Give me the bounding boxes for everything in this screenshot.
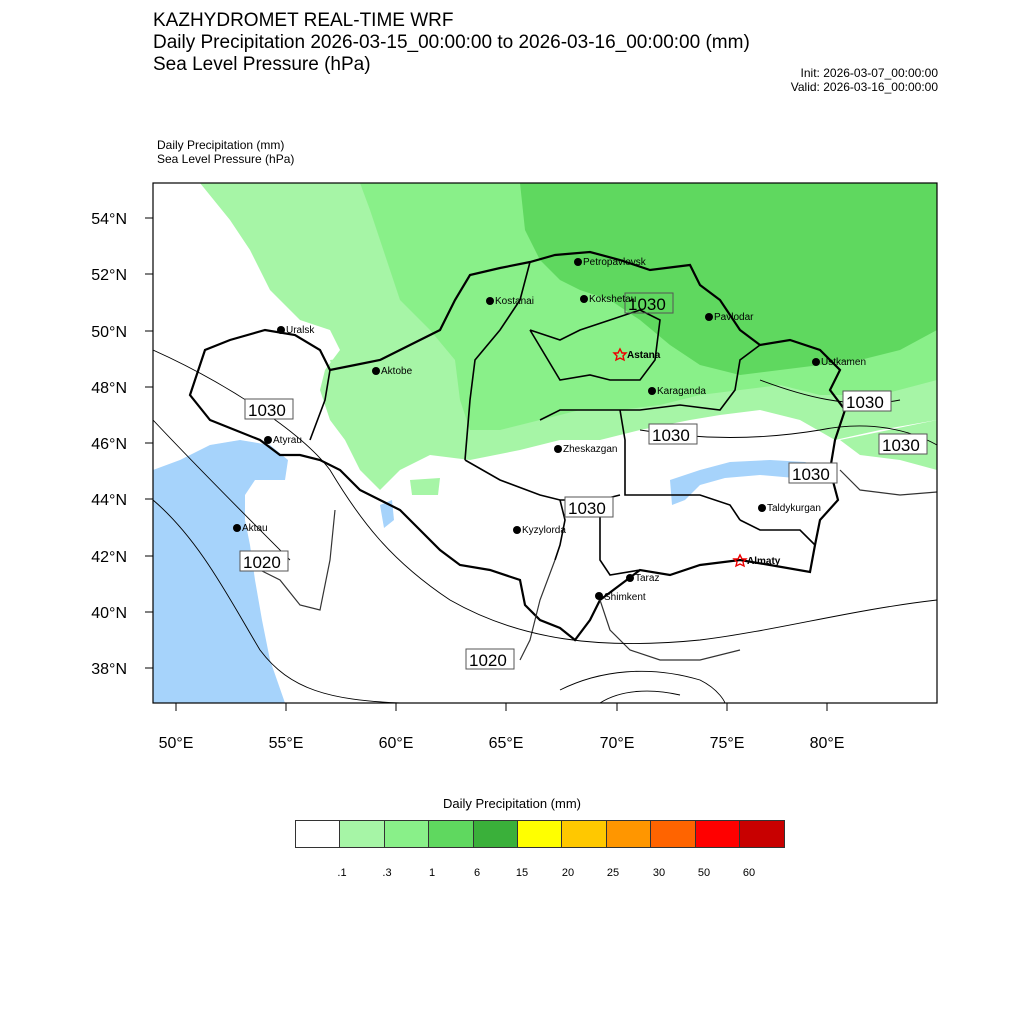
- lon-label: 65°E: [488, 735, 524, 752]
- isobar-label-text: 1020: [243, 553, 281, 572]
- lat-label: 38°N: [91, 661, 127, 678]
- city-marker: [264, 435, 302, 446]
- city-marker: [595, 592, 646, 603]
- city-label: Atyrau: [273, 435, 302, 446]
- legend-swatch: [474, 821, 518, 847]
- city-marker: [277, 325, 315, 336]
- city-label: Kokshetau: [589, 294, 637, 305]
- field-label-slp: Sea Level Pressure (hPa): [157, 152, 295, 166]
- city-marker: [648, 386, 706, 397]
- isobar-label: [789, 463, 837, 484]
- city-label: Karaganda: [657, 386, 706, 397]
- city-label: Taldykurgan: [767, 503, 821, 514]
- city-label: Shimkent: [604, 592, 646, 603]
- city-label: Zheskazgan: [563, 444, 618, 455]
- city-marker: [580, 294, 636, 305]
- legend-tick: 1: [428, 867, 436, 879]
- legend-swatch: [562, 821, 606, 847]
- lon-label: 70°E: [599, 735, 635, 752]
- lon-labels: [159, 735, 845, 752]
- precip-spot-syr: [410, 478, 440, 495]
- lat-label: 40°N: [91, 605, 127, 622]
- isobar-label-text: 1030: [882, 436, 920, 455]
- lon-label: 80°E: [809, 735, 845, 752]
- city-label: Aktau: [242, 523, 268, 534]
- isobar-label: [245, 399, 293, 420]
- isobar-label: [565, 497, 613, 518]
- legend-swatch: [651, 821, 695, 847]
- isobar-label: [879, 434, 927, 455]
- legend-tick: 60: [742, 867, 756, 879]
- legend-swatch: [296, 821, 340, 847]
- legend-tick: .3: [382, 867, 392, 879]
- legend-tick: 25: [606, 867, 620, 879]
- lon-label: 60°E: [378, 735, 414, 752]
- field-label-precip: Daily Precipitation (mm): [157, 138, 285, 152]
- city-label: Petropavlovsk: [583, 257, 646, 268]
- title-line-2: Daily Precipitation 2026-03-15_00:00:00 to 2026-03-16_00:00:00 (mm): [153, 32, 750, 53]
- legend-swatch: [518, 821, 562, 847]
- legend-tick: 50: [697, 867, 711, 879]
- title-line-1: KAZHYDROMET REAL-TIME WRF: [153, 10, 454, 31]
- legend-swatch: [607, 821, 651, 847]
- title-line-3: Sea Level Pressure (hPa): [153, 54, 371, 75]
- lat-label: 44°N: [91, 492, 127, 509]
- isobar-label-text: 1030: [568, 499, 606, 518]
- city-marker: [513, 525, 566, 536]
- isobar-label-text: 1020: [469, 651, 507, 670]
- lat-label: 48°N: [91, 380, 127, 397]
- lon-label: 75°E: [709, 735, 745, 752]
- lat-label: 42°N: [91, 549, 127, 566]
- lat-label: 52°N: [91, 267, 127, 284]
- lat-label: 50°N: [91, 324, 127, 341]
- city-label: Taraz: [635, 573, 660, 584]
- legend-swatch: [340, 821, 384, 847]
- city-label: Ustkamen: [821, 357, 867, 368]
- legend-swatch: [740, 821, 784, 847]
- legend-swatch: [696, 821, 740, 847]
- lat-labels: [91, 211, 127, 678]
- city-marker: [812, 357, 866, 368]
- legend-title: Daily Precipitation (mm): [443, 796, 581, 811]
- city-marker: [554, 444, 617, 455]
- isobar-label: [649, 424, 697, 445]
- valid-time: Valid: 2026-03-16_00:00:00: [790, 80, 938, 94]
- legend-tick: .1: [337, 867, 347, 879]
- isobar-label-text: 1030: [628, 295, 666, 314]
- lon-label: 50°E: [158, 735, 194, 752]
- city-label: Astana: [627, 350, 661, 361]
- isobar-label-text: 1030: [248, 401, 286, 420]
- city-marker: [758, 503, 821, 514]
- lon-label: 55°E: [268, 735, 304, 752]
- lat-label: 54°N: [91, 211, 127, 228]
- lat-label: 46°N: [91, 436, 127, 453]
- city-label: Almaty: [747, 556, 781, 567]
- color-legend: [295, 820, 785, 848]
- isobar-label-text: 1030: [792, 465, 830, 484]
- isobar-label-text: 1030: [846, 393, 884, 412]
- legend-swatch: [429, 821, 473, 847]
- city-marker: [626, 573, 659, 584]
- isobar-label: [466, 649, 514, 670]
- legend-swatch: [385, 821, 429, 847]
- init-time: Init: 2026-03-07_00:00:00: [800, 66, 938, 80]
- legend-tick: 30: [652, 867, 666, 879]
- city-label: Kyzylorda: [522, 525, 566, 536]
- city-marker: [574, 257, 647, 268]
- isobar-label: [240, 551, 288, 572]
- legend-tick: 20: [561, 867, 575, 879]
- city-label: Uralsk: [286, 325, 315, 336]
- city-label: Pavlodar: [714, 312, 754, 323]
- isobar-label: [843, 391, 891, 412]
- legend-tick: 15: [515, 867, 529, 879]
- isobar-label-text: 1030: [652, 426, 690, 445]
- legend-tick: 6: [473, 867, 481, 879]
- city-label: Kostanai: [495, 296, 534, 307]
- city-label: Aktobe: [381, 366, 413, 377]
